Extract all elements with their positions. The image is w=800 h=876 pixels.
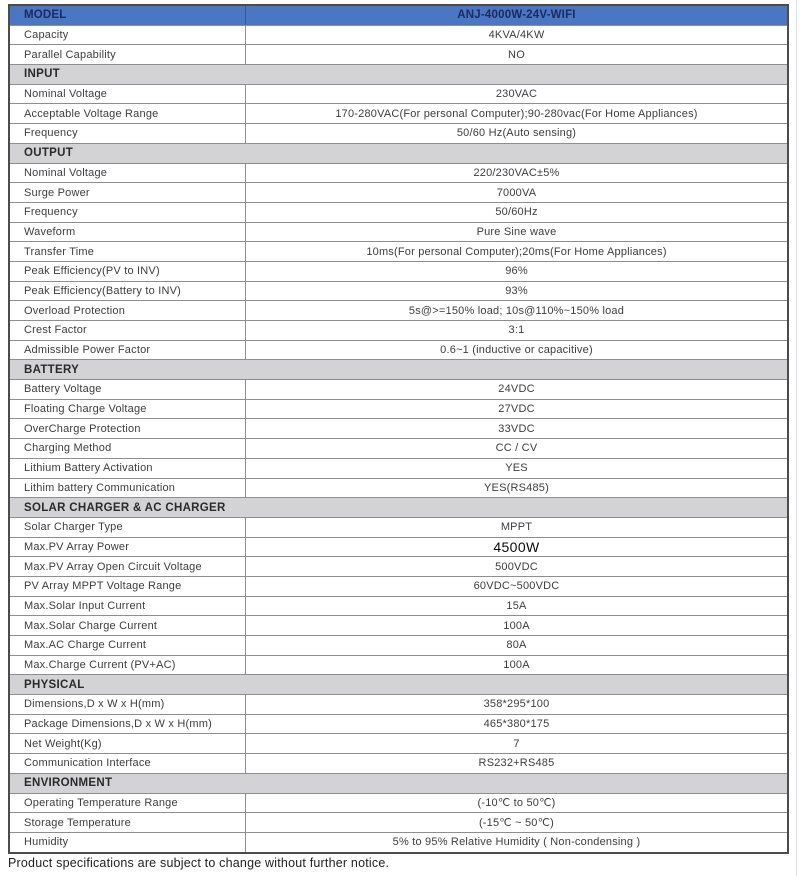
- spec-label: Nominal Voltage: [10, 85, 246, 104]
- section-title: INPUT: [24, 68, 60, 81]
- spec-row: [10, 695, 787, 715]
- spec-label: OverCharge Protection: [10, 419, 246, 438]
- spec-label: Storage Temperature: [10, 813, 246, 832]
- spec-label: Floating Charge Voltage: [10, 400, 246, 419]
- spec-row: [10, 26, 787, 46]
- spec-label: Lithim battery Communication: [10, 479, 246, 498]
- spec-label: Dimensions,D x W x H(mm): [10, 695, 246, 714]
- spec-row: [10, 794, 787, 814]
- spec-row: [10, 203, 787, 223]
- spec-value: 170-280VAC(For personal Computer);90-280vac(For Home Appliances): [335, 107, 698, 120]
- spec-row: [10, 262, 787, 282]
- spec-row: [10, 321, 787, 341]
- spec-label: Surge Power: [10, 183, 246, 202]
- spec-value: 60VDC~500VDC: [473, 580, 560, 593]
- spec-value: 220/230VAC±5%: [473, 166, 560, 179]
- spec-row: [10, 124, 787, 144]
- section-title: OUTPUT: [24, 147, 74, 160]
- section-title: BATTERY: [24, 363, 80, 376]
- spec-label: Admissible Power Factor: [10, 341, 246, 360]
- spec-row: [10, 715, 787, 735]
- spec-value: 7000VA: [496, 186, 537, 199]
- spec-label: Capacity: [10, 26, 246, 45]
- spec-label: Frequency: [10, 124, 246, 143]
- spec-value: 33VDC: [498, 422, 535, 435]
- spec-value: 4KVA/4KW: [488, 29, 545, 42]
- spec-value: RS232+RS485: [478, 757, 555, 770]
- spec-label: Crest Factor: [10, 321, 246, 340]
- spec-value: 5s@>=150% load; 10s@110%~150% load: [408, 304, 625, 317]
- footer-note: Product specifications are subject to change without further notice.: [8, 856, 390, 870]
- spec-value: 100A: [503, 619, 530, 632]
- spec-label: Overload Protection: [10, 301, 246, 320]
- spec-label: Battery Voltage: [10, 380, 246, 399]
- spec-row: [10, 616, 787, 636]
- spec-value: 80A: [506, 639, 527, 652]
- spec-value: MPPT: [500, 521, 533, 534]
- spec-value: 230VAC: [495, 88, 538, 101]
- section-title: ENVIRONMENT: [24, 777, 113, 790]
- spec-row: [10, 282, 787, 302]
- spec-row: [10, 833, 787, 852]
- spec-value: 100A: [503, 659, 530, 672]
- spec-value: CC / CV: [495, 442, 538, 455]
- model-value: ANJ-4000W-24V-WIFI: [457, 9, 576, 22]
- model-header-row: [10, 6, 787, 26]
- spec-value: 24VDC: [498, 383, 535, 396]
- spec-value: YES: [505, 462, 528, 475]
- spec-value: 4500W: [493, 538, 540, 555]
- spec-row: [10, 104, 787, 124]
- spec-row: [10, 223, 787, 243]
- spec-label: Max.PV Array Power: [10, 538, 246, 557]
- spec-row: [10, 380, 787, 400]
- spec-row: [10, 557, 787, 577]
- spec-label: Transfer Time: [10, 242, 246, 261]
- spec-label: Solar Charger Type: [10, 518, 246, 537]
- spec-label: Max.Solar Charge Current: [10, 616, 246, 635]
- page-right-edge-line: [796, 0, 797, 876]
- spec-row: [10, 419, 787, 439]
- spec-label: Max.PV Array Open Circuit Voltage: [10, 557, 246, 576]
- spec-table: [8, 4, 789, 854]
- spec-label: Net Weight(Kg): [10, 734, 246, 753]
- spec-row: [10, 577, 787, 597]
- section-title: SOLAR CHARGER & AC CHARGER: [24, 501, 226, 514]
- spec-label: Parallel Capability: [10, 45, 246, 64]
- spec-label: Peak Efficiency(PV to INV): [10, 262, 246, 281]
- section-header-row: [10, 498, 787, 518]
- spec-row: [10, 301, 787, 321]
- spec-row: [10, 400, 787, 420]
- spec-value: NO: [508, 48, 525, 61]
- spec-row: [10, 242, 787, 262]
- spec-value: 465*380*175: [483, 718, 550, 731]
- section-title: PHYSICAL: [24, 678, 85, 691]
- spec-value: 10ms(For personal Computer);20ms(For Home Appliances): [366, 245, 667, 258]
- spec-row: [10, 479, 787, 499]
- spec-label: Package Dimensions,D x W x H(mm): [10, 715, 246, 734]
- model-label: MODEL: [10, 6, 246, 25]
- spec-label: Max.AC Charge Current: [10, 636, 246, 655]
- spec-value: 93%: [505, 284, 528, 297]
- spec-value: YES(RS485): [484, 481, 549, 494]
- spec-row: [10, 341, 787, 361]
- section-header-row: [10, 144, 787, 164]
- section-header-row: [10, 360, 787, 380]
- spec-row: [10, 734, 787, 754]
- spec-row: [10, 813, 787, 833]
- spec-value: 7: [513, 737, 520, 750]
- spec-row: [10, 439, 787, 459]
- spec-value: 27VDC: [498, 403, 535, 416]
- spec-label: Waveform: [10, 223, 246, 242]
- spec-value: 358*295*100: [483, 698, 550, 711]
- spec-row: [10, 597, 787, 617]
- spec-value: 96%: [505, 265, 528, 278]
- spec-value: 15A: [506, 599, 527, 612]
- spec-value: 5% to 95% Relative Humidity ( Non-condensing ): [392, 836, 641, 849]
- spec-row: [10, 754, 787, 774]
- spec-row: [10, 45, 787, 65]
- spec-value: Pure Sine wave: [476, 225, 557, 238]
- spec-label: Max.Solar Input Current: [10, 597, 246, 616]
- spec-value: 0.6~1 (inductive or capacitive): [440, 344, 593, 357]
- spec-row: [10, 459, 787, 479]
- spec-row: [10, 164, 787, 184]
- spec-label: Operating Temperature Range: [10, 794, 246, 813]
- spec-row: [10, 183, 787, 203]
- spec-value: (-15℃ ~ 50℃): [478, 817, 555, 830]
- section-header-row: [10, 675, 787, 695]
- spec-row: [10, 636, 787, 656]
- spec-value: 3:1: [508, 324, 525, 337]
- spec-value: 50/60Hz: [495, 206, 538, 219]
- spec-label: Peak Efficiency(Battery to INV): [10, 282, 246, 301]
- spec-label: PV Array MPPT Voltage Range: [10, 577, 246, 596]
- spec-value: 500VDC: [495, 560, 538, 573]
- spec-label: Frequency: [10, 203, 246, 222]
- section-header-row: [10, 774, 787, 794]
- spec-label: Max.Charge Current (PV+AC): [10, 656, 246, 675]
- spec-label: Acceptable Voltage Range: [10, 104, 246, 123]
- spec-label: Nominal Voltage: [10, 164, 246, 183]
- spec-row: [10, 85, 787, 105]
- spec-row: [10, 538, 787, 558]
- spec-value: (-10℃ to 50℃): [477, 797, 556, 810]
- spec-value: 50/60 Hz(Auto sensing): [456, 127, 577, 140]
- spec-label: Communication Interface: [10, 754, 246, 773]
- spec-label: Lithium Battery Activation: [10, 459, 246, 478]
- spec-row: [10, 518, 787, 538]
- section-header-row: [10, 65, 787, 85]
- spec-row: [10, 656, 787, 676]
- spec-label: Charging Method: [10, 439, 246, 458]
- spec-label: Humidity: [10, 833, 246, 852]
